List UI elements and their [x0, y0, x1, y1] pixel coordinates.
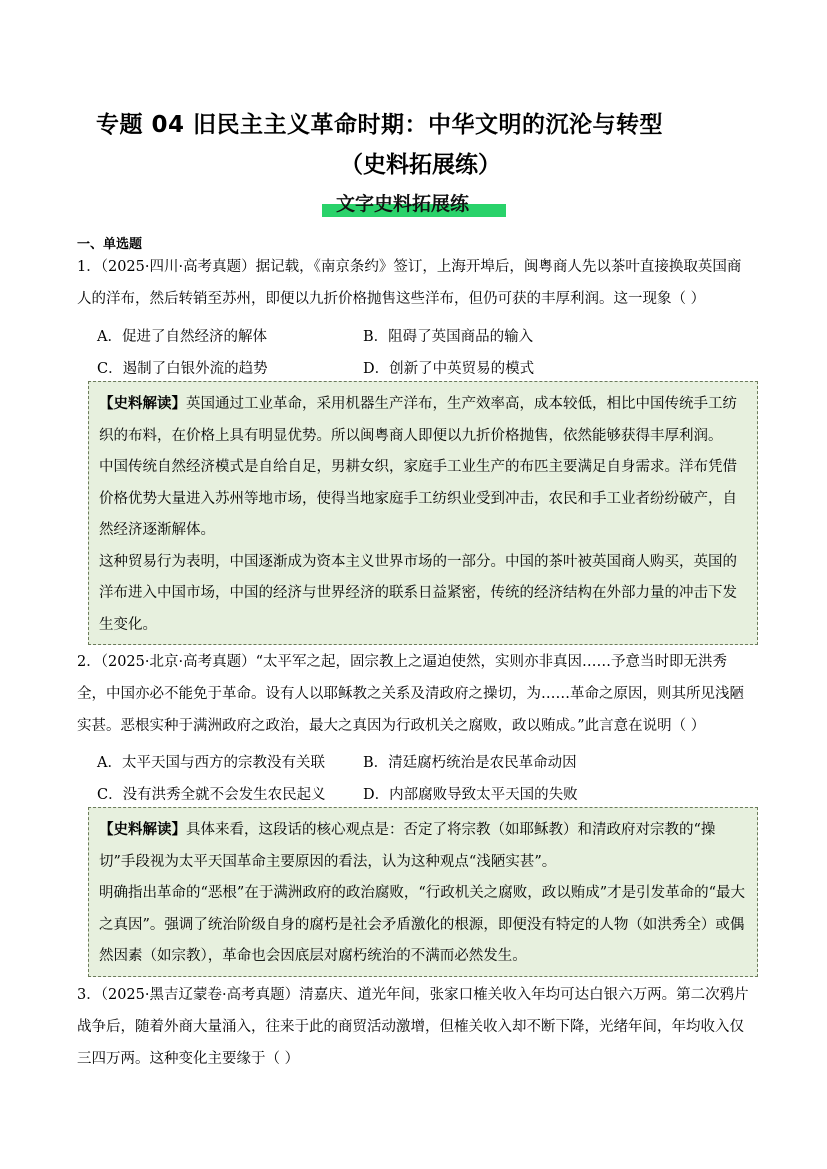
question-1-option-b[interactable]: B．阻碍了英国商品的输入: [363, 329, 534, 345]
question-1-stem: 1．（2025·四川·高考真题）据记载，《南京条约》签订，上海开埠后，闽粤商人先以茶叶直接换取英国商人的洋布，然后转销至苏州，即便以九折价格抛售这些洋布，但仍可获的丰厚利润。这一现象（ ）: [77, 259, 742, 307]
question-1-analysis-box: [88, 381, 758, 645]
question-1-analysis-p3: 这种贸易行为表明，中国逐渐成为资本主义世界市场的一部分。中国的茶叶被英国商人购买，英国的洋布进入中国市场，中国的经济与世界经济的联系日益紧密，传统的经济结构在外部力量的冲击下发生变化。: [99, 553, 737, 633]
banner-text: 文字史料拓展练: [336, 193, 470, 215]
question-2-option-b[interactable]: B．清廷腐朽统治是农民革命动因: [363, 755, 577, 771]
question-2-analysis-p2: 明确指出革命的“恶根”在于满洲政府的政治腐败，“行政机关之腐败，政以贿成”才是引发革命的“最大之真因”。强调了统治阶级自身的腐朽是社会矛盾激化的根源，即便没有特定的人物（如洪秀全）或偶然因素（如宗教），革命也会因底层对腐朽统治的不满而必然发生。: [99, 885, 746, 964]
question-2-analysis-p1: [99, 814, 749, 878]
question-3-stem: 3．（2025·黑吉辽蒙卷·高考真题）清嘉庆、道光年间，张家口榷关收入年均可达白银六万两。第二次鸦片战争后，随着外商大量涌入，往来于此的商贸活动激增，但榷关收入却不断下降，光绪年间，年均收入仅三四万两。这种变化主要缘于（ ）: [77, 987, 749, 1067]
question-1-analysis-p1: [99, 388, 749, 452]
question-1-analysis-p2: 中国传统自然经济模式是自给自足，男耕女织，家庭手工业生产的布匹主要满足自身需求。洋布凭借价格优势大量进入苏州等地市场，使得当地家庭手工纺织业受到冲击，农民和手工业者纷纷破产，自然经济逐渐解体。: [99, 459, 737, 538]
question-2-option-d[interactable]: D．内部腐败导致太平天国的失败: [363, 787, 578, 803]
question-2-analysis-box: [88, 807, 758, 977]
page-title: 专题 04 旧民主主义革命时期：中华文明的沉沦与转型: [96, 112, 664, 138]
analysis-text: 英国通过工业革命，采用机器生产洋布，生产效率高，成本较低，相比中国传统手工纺织的布料，在价格上具有明显优势。所以闽粤商人即便以九折价格抛售，依然能够获得丰厚利润。: [99, 396, 737, 444]
analysis-label: 【史料解读】: [99, 395, 186, 412]
section-title: 一、单选题: [77, 237, 143, 252]
question-2-option-c[interactable]: C．没有洪秀全就不会发生农民起义: [97, 787, 326, 803]
analysis-label: 【史料解读】: [99, 821, 186, 838]
page-subtitle: （史料拓展练）: [340, 152, 501, 178]
question-1-option-d[interactable]: D．创新了中英贸易的模式: [363, 361, 535, 377]
analysis-text: 具体来看，这段话的核心观点是：否定了将宗教（如耶稣教）和清政府对宗教的“操切”手段视为太平天国革命主要原因的看法，认为这种观点“浅陋实甚”。: [99, 822, 716, 870]
section-banner: [322, 188, 506, 220]
question-1-option-c[interactable]: C．遏制了白银外流的趋势: [97, 361, 268, 377]
question-2-option-a[interactable]: A．太平天国与西方的宗教没有关联: [97, 755, 325, 771]
question-2-stem: 2．（2025·北京·高考真题）“太平军之起，固宗教上之逼迫使然，实则亦非真因……予意当时即无洪秀全，中国亦必不能免于革命。设有人以耶稣教之关系及清政府之操切，为……革命之原因，则其所见浅陋实甚。恶根实种于满洲政府之政治，最大之真因为行政机关之腐败，政以贿成。”此言意在说明（ ）: [77, 654, 744, 734]
question-1-option-a[interactable]: A．促进了自然经济的解体: [97, 329, 267, 345]
